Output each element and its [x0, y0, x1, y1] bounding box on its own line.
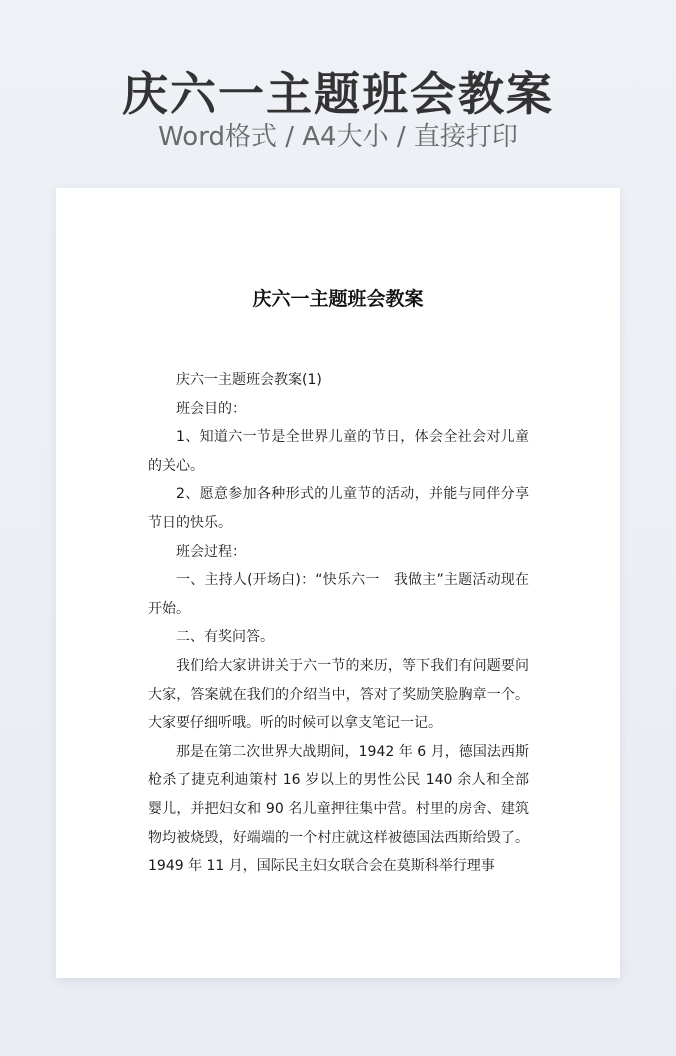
paragraph-purpose-1: 1、知道六一节是全世界儿童的节日，体会全社会对儿童的关心。	[148, 429, 529, 474]
paragraph-history: 那是在第二次世界大战期间，1942 年 6 月，德国法西斯枪杀了捷克利迪策村 16 岁以上的男性公民 140 余人和全部婴儿，并把妇女和 90 名儿童押往集中营。村里的房舍、建筑物均被烧毁，好端端的一个村庄就这样被德国法西斯给毁了。1949 年 11 月，国际民主妇女联合会在莫斯科举行理事	[148, 743, 529, 875]
paragraph-process-label: 班会过程：	[176, 543, 246, 560]
paragraph-quiz-intro: 我们给大家讲讲关于六一节的来历，等下我们有问题要问大家，答案就在我们的介绍当中，答对了奖励笑脸胸章一个。大家要仔细听哦。听的时候可以拿支笔记一记。	[148, 657, 529, 732]
paragraph-heading: 庆六一主题班会教案(1)	[176, 372, 322, 388]
paragraph-purpose-2: 2、愿意参加各种形式的儿童节的活动，并能与同伴分享节日的快乐。	[148, 486, 529, 531]
paragraph-step-2: 二、有奖问答。	[176, 629, 274, 646]
paragraph-purpose-label: 班会目的：	[176, 400, 246, 417]
page-title: 庆六一主题班会教案	[122, 67, 554, 121]
document-body	[148, 366, 529, 881]
paragraph-step-1: 一、主持人(开场白)：“快乐六一 我做主”主题活动现在开始。	[148, 572, 529, 617]
page-subtitle: Word格式 / A4大小 / 直接打印	[158, 122, 518, 152]
document-title: 庆六一主题班会教案	[252, 288, 424, 310]
document-page	[56, 188, 620, 978]
